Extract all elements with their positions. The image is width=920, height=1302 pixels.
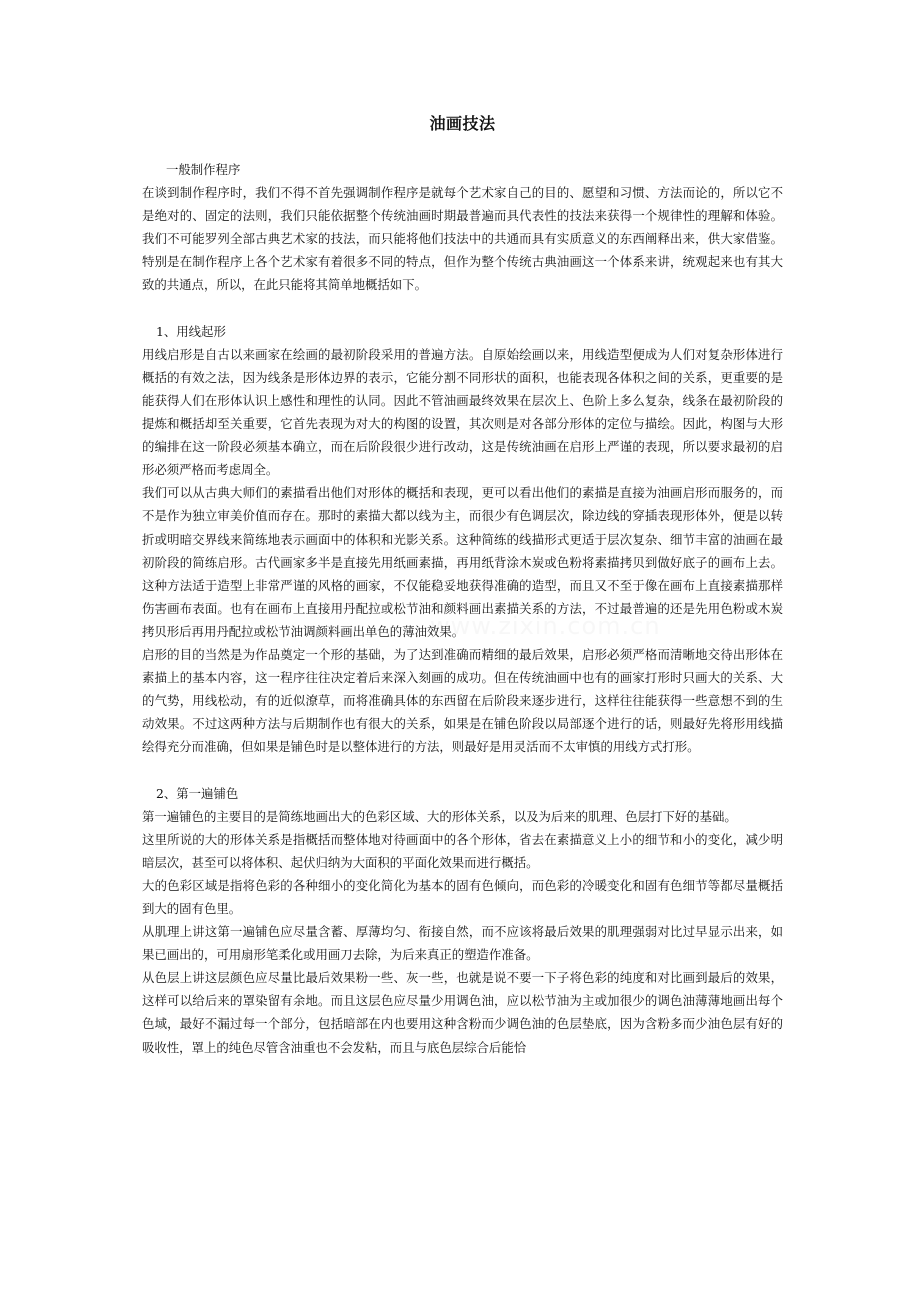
section-heading: 一般制作程序	[166, 162, 241, 177]
section-heading: 2、第一遍铺色	[156, 785, 239, 801]
paragraph: 在谈到制作程序时，我们不得不首先强调制作程序是就每个艺术家自己的目的、愿望和习惯、方法而论的，所以它不是绝对的、固定的法则，我们只能依据整个传统油画时期最普遍而具代表性的技法来获得一个规律性的理解和体验。我们不可能罗列全部古典艺术家的技法，而只能将他们技法中的共通而具有实质意义的东西阐释出来，供大家借鉴。特别是在制作程序上各个艺术家有着很多不同的特点，但作为整个传统古典油画这一个体系来讲，统观起来也有其大致的共通点，所以，在此只能将其简单地概括如下。	[142, 185, 783, 293]
paragraph: 启形的目的当然是为作品奠定一个形的基础，为了达到准确而精细的最后效果，启形必须严格而清晰地交待出形体在素描上的基本内容，这一程序往往决定着后来深入刻画的成功。但在传统油画中也有的画家打形时只画大的关系、大的气势，用线松动，有的近似潦草，而将准确具体的东西留在后阶段来逐步进行，这样往往能获得一些意想不到的生动效果。不过这两种方法与后期制作也有很大的关系，如果是在铺色阶段以局部逐个进行的话，则最好先将形用线描绘得充分而准确，但如果是铺色时是以整体进行的方法，则最好是用灵活而不太审慎的用线方式打形。	[142, 646, 783, 755]
paragraph-gap	[142, 297, 783, 320]
section-heading: 1、用线起形	[156, 323, 226, 339]
watermark: www.zixin.com.cn	[430, 612, 661, 640]
paragraph: 从色层上讲这层颜色应尽量比最后效果粉一些、灰一些，也就是说不要一下子将色彩的纯度和对比画到最后的效果，这样可以给后来的罩染留有余地。而且这层色应尽量少用调色油，应以松节油为主或加很少的调色油薄薄地画出每个色域，最好不漏过每一个部分，包括暗部在内也要用这种含粉而少调色油的色层垫底，因为含粉多而少油色层有好的吸收性，罩上的纯色尽管含油重也不会发粘，而且与底色层综合后能恰	[142, 970, 783, 1055]
paragraph: 我们可以从古典大师们的素描看出他们对形体的概括和表现，更可以看出他们的素描是直接为油画启形而服务的，而不是作为独立审美价值而存在。那时的素描大都以线为主，而很少有色调层次，除边线的穿插表现形体外，便是以转折或明暗交界线来简练地表示画面中的体积和光影关系。这种简练的线描形式更适于层次复杂、细节丰富的油画在最初阶段的简练启形。古代画家多半是直接先用纸画素描，再用纸背涂木炭或色粉将素描拷贝到做好底子的画布上去。这种方法适于造型上非常严谨的风格的画家，不仅能稳妥地获得准确的造型，而且又不至于像在画布上直接素描那样伤害画布表面。也有在画布上直接用丹配拉或松节油和颜料画出素描关系的方法，不过最普遍的还是先用色粉或木炭拷贝形后再用丹配拉或松节油调颜料画出单色的薄油效果。	[142, 485, 783, 639]
document-title: 油画技法	[429, 114, 496, 133]
paragraph: 第一遍铺色的主要目的是简练地画出大的色彩区域、大的形体关系，以及为后来的肌理、色层打下好的基础。	[142, 808, 737, 824]
document-body	[142, 158, 783, 1059]
paragraph-gap	[142, 758, 783, 781]
paragraph: 这里所说的大的形体关系是指概括而整体地对待画面中的各个形体，省去在素描意义上小的细节和小的变化，减少明暗层次，甚至可以将体积、起伏归纳为大面积的平面化效果而进行概括。	[142, 831, 783, 870]
paragraph: 从肌理上讲这第一遍铺色应尽量含蓄、厚薄均匀、衔接自然，而不应该将最后效果的肌理强弱对比过早显示出来，如果已画出的，可用扇形笔柔化或用画刀去除，为后来真正的塑造作准备。	[142, 924, 783, 963]
paragraph: 用线启形是自古以来画家在绘画的最初阶段采用的普遍方法。自原始绘画以来，用线造型便成为人们对复杂形体进行概括的有效之法，因为线条是形体边界的表示，它能分割不同形状的面积，也能表现各体积之间的关系，更重要的是能获得人们在形体认识上感性和理性的认同。因此不管油画最终效果在层次上、色阶上多么复杂，线条在最初阶段的提炼和概括却至关重要，它首先表现为对大的构图的设置，其次则是对各部分形体的定位与描绘。因此，构图与大形的编排在这一阶段必须基本确立，而在后阶段很少进行改动，这是传统油画在启形上严谨的表现，所以要求最初的启形必须严格而考虑周全。	[142, 346, 783, 478]
paragraph: 大的色彩区域是指将色彩的各种细小的变化简化为基本的固有色倾向，而色彩的冷暖变化和固有色细节等都尽量概括到大的固有色里。	[142, 877, 783, 916]
